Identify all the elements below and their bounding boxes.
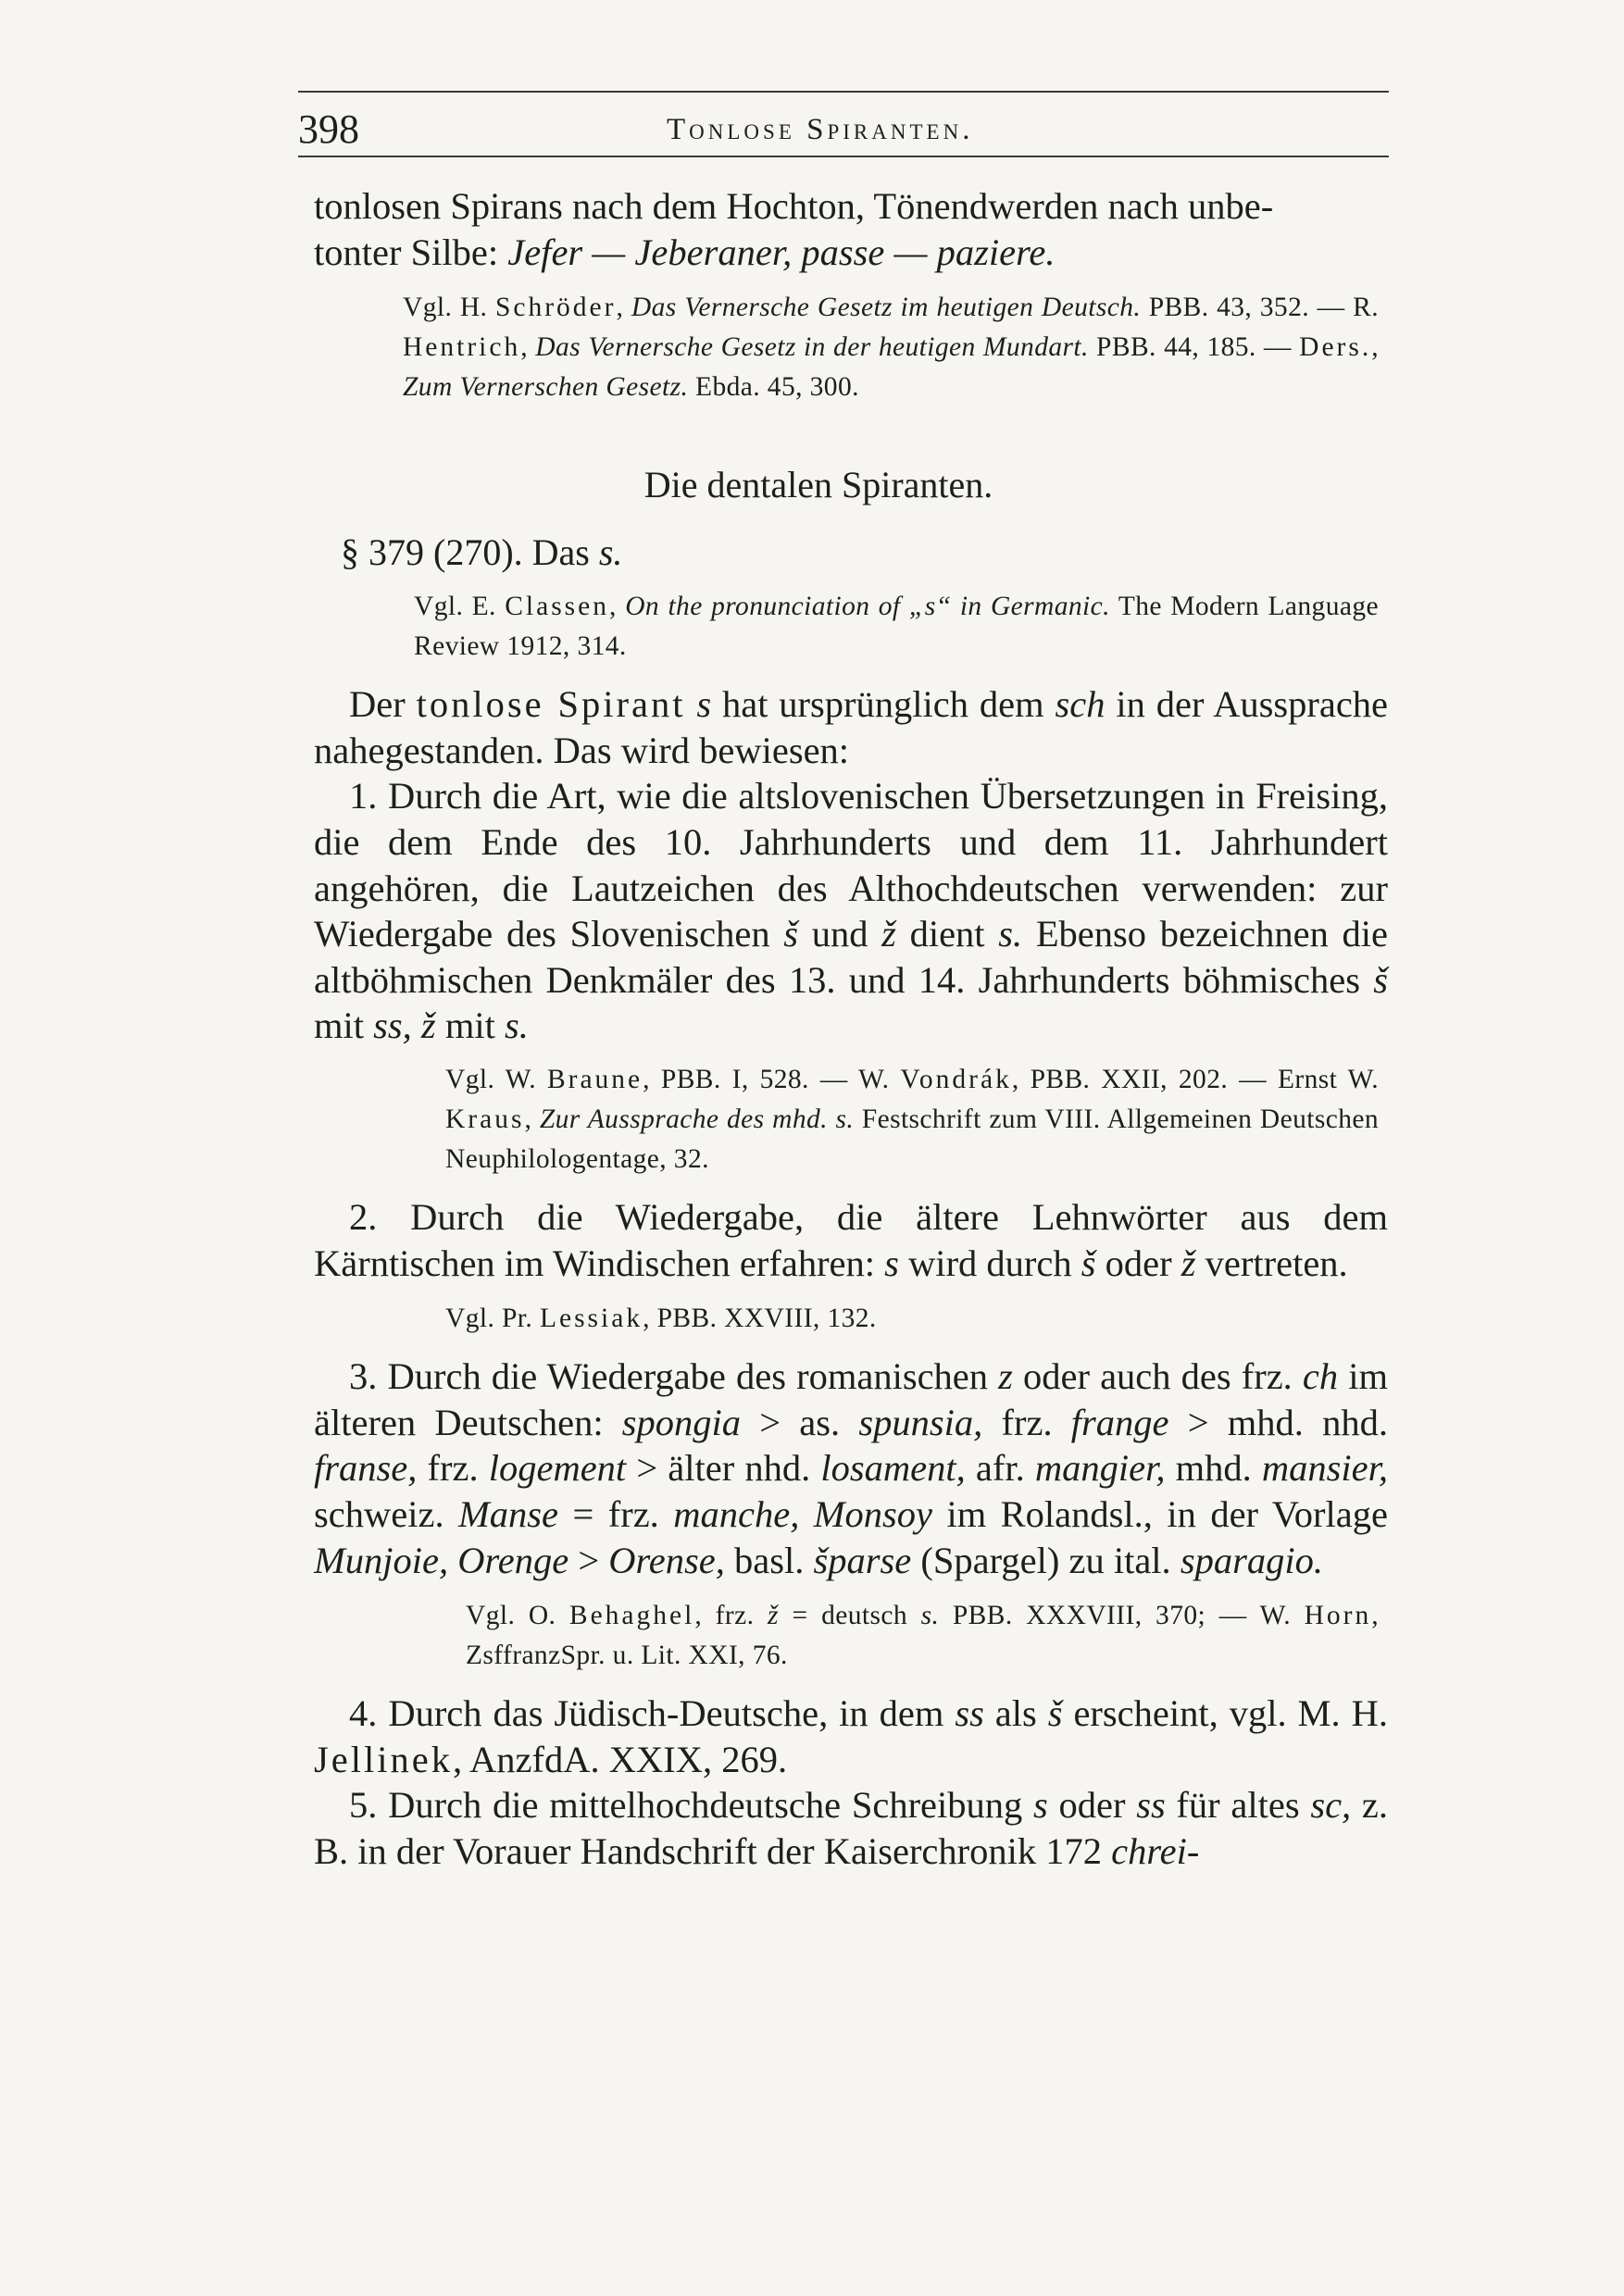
text-run: Ebenso bezeichnen die altböhmischen Denkmäler des 13. und 14. Jahrhunderts böhmisches: [314, 913, 1389, 1001]
author-name: Vondrák: [900, 1064, 1012, 1094]
text-run: > älter nhd.: [626, 1447, 821, 1490]
text-run: mit: [314, 1004, 374, 1047]
text-run: oder: [1047, 1784, 1137, 1827]
text-run: , PBB. I, 528. — W.: [643, 1064, 901, 1094]
text-run: , AnzfdA. XXIX, 269.: [452, 1738, 788, 1780]
text-run: wird durch: [898, 1242, 1081, 1284]
text-run: afr.: [965, 1447, 1035, 1490]
work-title: Das Vernersche Gesetz in der heutigen Mundart.: [535, 332, 1089, 363]
text-run: > as.: [741, 1401, 859, 1443]
chapter-heading: Die dentalen Spiranten.: [643, 464, 993, 506]
text-run: in der Aussprache nahegestanden. Das wird bewiesen:: [314, 683, 1389, 771]
italic-letter: s.: [920, 1601, 940, 1631]
reference-note: [314, 288, 1388, 407]
author-name: Ders.: [1299, 332, 1372, 363]
italic-letter: sch: [1055, 683, 1106, 726]
text-run: vertreten.: [1195, 1242, 1348, 1284]
text-run: erscheint, vgl. M. H.: [1062, 1692, 1388, 1735]
paragraph-continuation: [314, 183, 1388, 275]
paragraph: [314, 1354, 1388, 1583]
italic-letter: š: [783, 913, 799, 955]
text-run: Festschrift zum VIII. Allgemeinen Deutschen Neuphilologentage, 32.: [445, 1104, 1379, 1174]
running-title: Tonlose Spiranten.: [667, 113, 974, 146]
text-run: (Spargel) zu ital.: [911, 1539, 1181, 1581]
text-run: 3. Durch die Wiedergabe des romanischen: [349, 1355, 999, 1398]
reference-note: [314, 587, 1388, 667]
text-run: >: [568, 1539, 609, 1581]
work-title: Das Vernersche Gesetz im heutigen Deutsch.: [631, 293, 1142, 323]
author-name: Hentrich: [403, 332, 521, 363]
text-run: > mhd. nhd.: [1168, 1401, 1389, 1443]
italic-word: chrei-: [1111, 1829, 1200, 1872]
reference-note: [314, 1596, 1388, 1676]
italic-letter: s.: [504, 1004, 529, 1047]
text-run: 2. Durch die Wiedergabe, die ältere Lehnwörter aus dem Kärntischen im Windischen erfahren:: [314, 1195, 1388, 1284]
italic-word: Munjoie, Orenge: [314, 1539, 569, 1581]
text-run: Vgl. E.: [414, 592, 506, 622]
text-run: , PBB. XXVIII, 132.: [643, 1304, 877, 1334]
text-run: und: [798, 913, 882, 955]
italic-letter: ž: [768, 1601, 779, 1631]
text-run: Vgl. Pr.: [445, 1304, 540, 1334]
text-run: z. B. in der Vorauer Handschrift der Kaiserchronik 172: [314, 1784, 1389, 1872]
text-run: dient: [895, 913, 999, 955]
italic-word: ss: [1136, 1784, 1166, 1827]
italic-word: Manse: [458, 1492, 558, 1535]
italic-word: ch: [1302, 1355, 1339, 1398]
author-name: Schröder: [494, 293, 617, 323]
text-run: PBB. 43, 352. — R.: [1141, 293, 1379, 323]
italic-letter: s: [696, 683, 712, 726]
text-run: = deutsch: [778, 1601, 921, 1631]
italic-word: z: [998, 1355, 1013, 1398]
author-name: Jellinek: [314, 1738, 453, 1780]
text-run: Ebda. 45, 300.: [688, 372, 859, 403]
text-run: frz.: [417, 1447, 489, 1490]
italic-word: sc,: [1310, 1784, 1352, 1827]
text-run: PBB. 44, 185. —: [1088, 332, 1300, 363]
paragraph: [314, 1691, 1388, 1782]
text-run: mit: [435, 1004, 505, 1047]
text-run: oder: [1095, 1242, 1181, 1284]
italic-word: franse,: [314, 1447, 418, 1490]
italic-word: frange: [1070, 1401, 1169, 1443]
italic-letter: ss, ž: [373, 1004, 436, 1047]
paragraph: [314, 681, 1388, 773]
body-text: [314, 183, 1388, 1874]
text-run: 4. Durch das Jüdisch-Deutsche, in dem: [349, 1692, 956, 1735]
italic-word: manche, Monsoy: [673, 1492, 933, 1535]
header-rule: [298, 156, 1389, 157]
italic-letter: ž: [881, 913, 896, 955]
italic-word: ss: [955, 1692, 984, 1735]
text-run: Vgl. W.: [445, 1064, 547, 1094]
text-run: im Rolandsl., in der Vorlage: [932, 1492, 1388, 1535]
text-run: ,: [520, 332, 536, 363]
text-run: 5. Durch die mittelhochdeutsche Schreibung: [349, 1784, 1034, 1827]
italic-letter: š: [1373, 958, 1388, 1001]
text-run: , PBB. XXII, 202. — Ernst W.: [1011, 1064, 1379, 1094]
author-name: Kraus: [445, 1104, 525, 1134]
top-rule: [298, 91, 1389, 93]
work-title: Zur Aussprache des mhd. s.: [539, 1104, 855, 1134]
italic-word: mansier,: [1261, 1447, 1388, 1490]
reference-note: [314, 1060, 1388, 1179]
reference-note: [314, 1299, 1388, 1339]
work-title: Zum Vernerschen Gesetz.: [403, 372, 689, 403]
italic-letter: s: [1033, 1784, 1048, 1827]
italic-letter: s: [884, 1242, 899, 1284]
text-run: , frz.: [694, 1601, 768, 1631]
text-run: PBB. XXXVIII, 370; — W.: [939, 1601, 1305, 1631]
author-name: Behaghel: [568, 1601, 695, 1631]
text-run: schweiz.: [314, 1492, 459, 1535]
italic-word: Orense,: [608, 1539, 725, 1581]
italic-letter: ž: [1181, 1242, 1196, 1284]
text-run: als: [983, 1692, 1048, 1735]
italic-letter: s.: [598, 531, 623, 574]
italic-letter: š: [1081, 1242, 1096, 1284]
italic-word: logement: [488, 1447, 627, 1490]
italic-letter: š: [1047, 1692, 1063, 1735]
example-words: Jefer — Jeberaner, passe — paziere.: [507, 231, 1056, 273]
spaced-term: tonlose Spirant: [416, 683, 686, 726]
author-name: Classen: [505, 592, 610, 622]
text-run: ,: [524, 1104, 540, 1134]
text-run: Vgl. O.: [466, 1601, 569, 1631]
text-run: hat ursprünglich dem: [711, 683, 1056, 726]
text-run: oder auch des frz.: [1012, 1355, 1303, 1398]
section-heading: [341, 530, 1388, 576]
text-run: ,: [609, 592, 626, 622]
italic-word: losament,: [820, 1447, 966, 1490]
paragraph: [314, 1194, 1388, 1286]
italic-letter: s.: [998, 913, 1023, 955]
text-run: basl.: [724, 1539, 814, 1581]
paragraph: [314, 773, 1388, 1049]
text-run: , ZsffranzSpr. u. Lit. XXI, 76.: [466, 1601, 1379, 1671]
italic-word: spunsia,: [858, 1401, 983, 1443]
text-run: für altes: [1165, 1784, 1311, 1827]
text-run: [685, 683, 696, 725]
text-run: frz.: [982, 1401, 1071, 1443]
text-run: mhd.: [1165, 1447, 1262, 1490]
text-run: tonter Silbe:: [314, 231, 508, 273]
text-run: = frz.: [558, 1492, 674, 1535]
italic-word: spongia: [621, 1401, 742, 1443]
text-run: 1. Durch die Art, wie die altslovenischen Übersetzungen in Freising, die dem Ende des 10. Jahrhunderts und dem 11. Jahrhundert angehören, die Lautzeichen des Althochdeutschen verwenden: zur Wiedergabe des Slovenischen: [314, 775, 1388, 955]
text-run: tonlosen Spirans nach dem Hochton, Tönendwerden nach unbe-: [314, 185, 1274, 227]
italic-word: sparagio.: [1180, 1539, 1323, 1581]
author-name: Braune: [546, 1064, 643, 1094]
author-name: Lessiak: [539, 1304, 643, 1334]
paragraph: [314, 1782, 1388, 1874]
text-run: § 379 (270). Das: [341, 531, 599, 574]
author-name: Horn: [1304, 1601, 1372, 1631]
italic-word: šparse: [813, 1539, 912, 1581]
italic-word: mangier,: [1034, 1447, 1166, 1490]
text-run: Vgl. H.: [403, 293, 495, 323]
text-run: The Modern Language Review 1912, 314.: [414, 592, 1379, 662]
text-run: ,: [616, 293, 631, 323]
text-run: im älteren Deutschen:: [314, 1355, 1388, 1443]
work-title: On the pronunciation of „s“ in Germanic.: [625, 592, 1110, 622]
text-run: Der: [349, 683, 417, 726]
page-number: 398: [298, 106, 359, 152]
text-run: ,: [1371, 332, 1380, 363]
